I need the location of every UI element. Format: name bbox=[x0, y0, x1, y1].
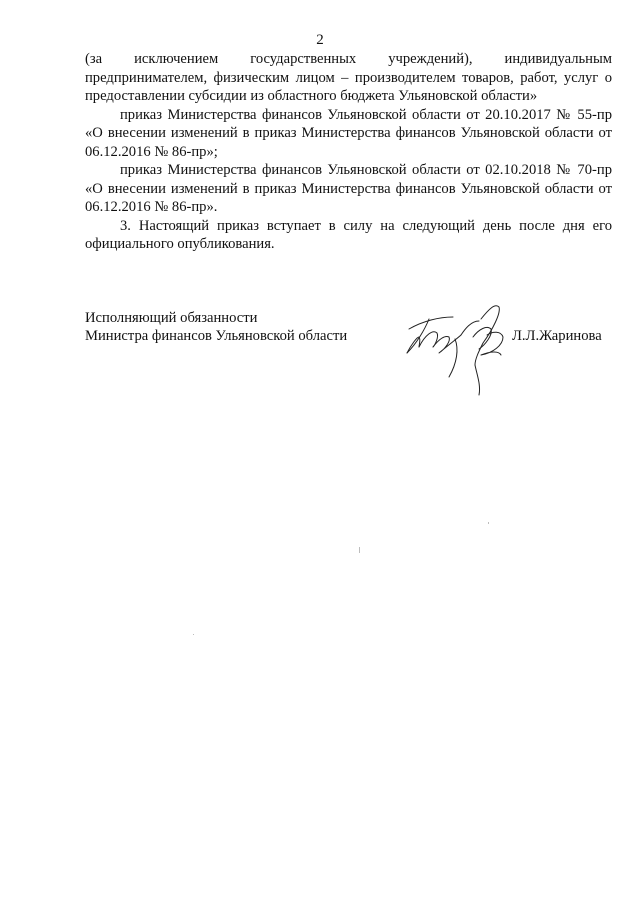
scan-speck bbox=[193, 634, 194, 635]
paragraph-order-2018: приказ Министерства финансов Ульяновской области от 02.10.2018 № 70-пр «О внесении изменений в приказ Министерства финансов Ульяновской области от 06.12.2016 № 86-пр». bbox=[85, 162, 612, 215]
signatory-title-line-1: Исполняющий обязанности bbox=[85, 310, 258, 326]
scan-speck bbox=[359, 547, 360, 553]
page-number: 2 bbox=[316, 32, 324, 48]
paragraph-order-2017: приказ Министерства финансов Ульяновской области от 20.10.2017 № 55-пр «О внесении изменений в приказ Министерства финансов Ульяновской области от 06.12.2016 № 86-пр»; bbox=[85, 106, 612, 160]
document-body bbox=[85, 50, 612, 254]
handwritten-signature bbox=[395, 291, 520, 401]
paragraph-effective-date: 3. Настоящий приказ вступает в силу на следующий день после дня его официального опубликования. bbox=[85, 217, 612, 252]
signatory-title-line-2: Министра финансов Ульяновской области bbox=[85, 328, 348, 344]
paragraph-continuation-first-line: (за исключением государственных учреждений), индивидуальным bbox=[85, 51, 612, 67]
scan-speck bbox=[488, 522, 489, 524]
signatory-name: Л.Л.Жаринова bbox=[512, 328, 602, 344]
paragraph-continuation bbox=[85, 50, 612, 106]
paragraph-continuation-rest: предпринимателем, физическим лицом – производителем товаров, работ, услуг о предоставлении субсидии из областного бюджета Ульяновской области» bbox=[85, 69, 612, 104]
signature-block bbox=[85, 309, 612, 399]
